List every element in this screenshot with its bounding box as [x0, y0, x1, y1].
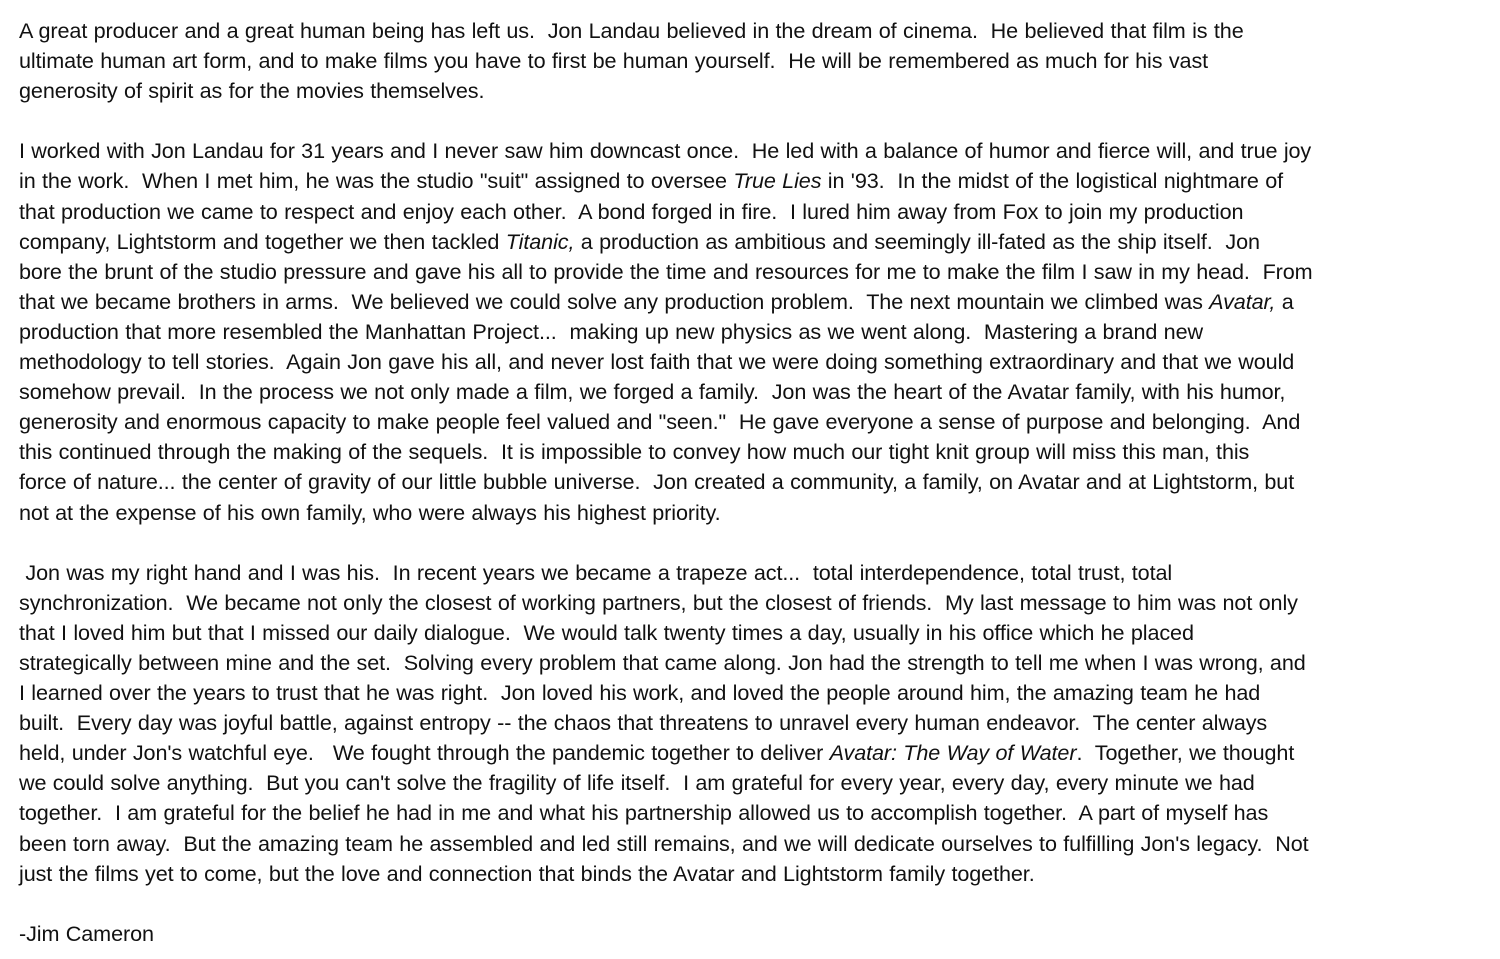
- paragraph-gap: [19, 106, 1485, 136]
- film-title-way-of-water: Avatar: The Way of Water: [829, 740, 1077, 766]
- text-line: company, Lightstorm and together we then tackled Titanic, a production as ambitious and seemingly ill-fated as the ship itself. Jon: [19, 228, 1260, 254]
- text-line: methodology to tell stories. Again Jon gave his all, and never lost faith that we were doing something extraordinary and that we would: [19, 349, 1295, 375]
- text-line: held, under Jon's watchful eye. We fought through the pandemic together to deliver Avatar: The Way of Water. Together, we thought: [19, 740, 1295, 766]
- text-line: production that more resembled the Manhattan Project... making up new physics as we went along. Mastering a brand new: [19, 318, 1203, 344]
- text-line: I worked with Jon Landau for 31 years and I never saw him downcast once. He led with a balance of humor and fierce will, and true joy: [19, 138, 1312, 164]
- text-line: I learned over the years to trust that he was right. Jon loved his work, and loved the people around him, the amazing team he had: [19, 680, 1261, 706]
- text-line: that production we came to respect and enjoy each other. A bond forged in fire. I lured him away from Fox to join my production: [19, 198, 1244, 224]
- film-title-true-lies: True Lies: [733, 168, 822, 194]
- text-line: strategically between mine and the set. Solving every problem that came along. Jon had the strength to tell me when I was wrong, and: [19, 649, 1306, 675]
- text-line: force of nature... the center of gravity of our little bubble universe. Jon created a community, a family, on Avatar and at Lightstorm, but: [19, 469, 1295, 495]
- text-line: somehow prevail. In the process we not only made a film, we forged a family. Jon was the heart of the Avatar family, with his humor,: [19, 379, 1286, 405]
- paragraph-gap: [19, 889, 1485, 919]
- text-line: synchronization. We became not only the closest of working partners, but the closest of friends. My last message to him was not only: [19, 589, 1298, 615]
- film-title-avatar: Avatar,: [1209, 288, 1276, 314]
- text-line: that I loved him but that I missed our daily dialogue. We would talk twenty times a day, usually in his office which he placed: [19, 619, 1194, 645]
- text-line: together. I am grateful for the belief he had in me and what his partnership allowed us to accomplish together. A part of myself has: [19, 800, 1269, 826]
- text-line: not at the expense of his own family, who were always his highest priority.: [19, 499, 721, 525]
- text-line: that we became brothers in arms. We believed we could solve any production problem. The next mountain we climbed was Avatar, a: [19, 288, 1294, 314]
- text-line: just the films yet to come, but the love and connection that binds the Avatar and Lightstorm family together.: [19, 860, 1035, 886]
- paragraph-2: [19, 136, 1485, 527]
- text-line: been torn away. But the amazing team he assembled and led still remains, and we will dedicate ourselves to fulfilling Jon's legacy. Not: [19, 830, 1309, 856]
- text-line: bore the brunt of the studio pressure and gave his all to provide the time and resources for me to make the film I saw in my head. From: [19, 258, 1313, 284]
- text-line: Jon was my right hand and I was his. In recent years we became a trapeze act... total interdependence, total trust, total: [19, 559, 1173, 585]
- film-title-titanic: Titanic,: [505, 228, 575, 254]
- paragraph-1: [19, 16, 1485, 106]
- letter-document: [19, 16, 1485, 949]
- text-line: we could solve anything. But you can't solve the fragility of life itself. I am grateful for every year, every day, every minute we had: [19, 770, 1255, 796]
- paragraph-gap: [19, 528, 1485, 558]
- text-line: built. Every day was joyful battle, against entropy -- the chaos that threatens to unravel every human endeavor. The center always: [19, 710, 1268, 736]
- text-line: in the work. When I met him, he was the studio "suit" assigned to oversee True Lies in '93. In the midst of the logistical nightmare of: [19, 168, 1284, 194]
- text-line: generosity of spirit as for the movies themselves.: [19, 78, 485, 104]
- signature: -Jim Cameron: [19, 920, 154, 946]
- text-line: this continued through the making of the sequels. It is impossible to convey how much our tight knit group will miss this man, this: [19, 439, 1250, 465]
- paragraph-3: [19, 558, 1485, 889]
- text-line: A great producer and a great human being has left us. Jon Landau believed in the dream of cinema. He believed that film is the: [19, 18, 1244, 43]
- text-line: ultimate human art form, and to make films you have to first be human yourself. He will be remembered as much for his vast: [19, 48, 1209, 74]
- text-line: generosity and enormous capacity to make people feel valued and "seen." He gave everyone a sense of purpose and belonging. And: [19, 409, 1301, 435]
